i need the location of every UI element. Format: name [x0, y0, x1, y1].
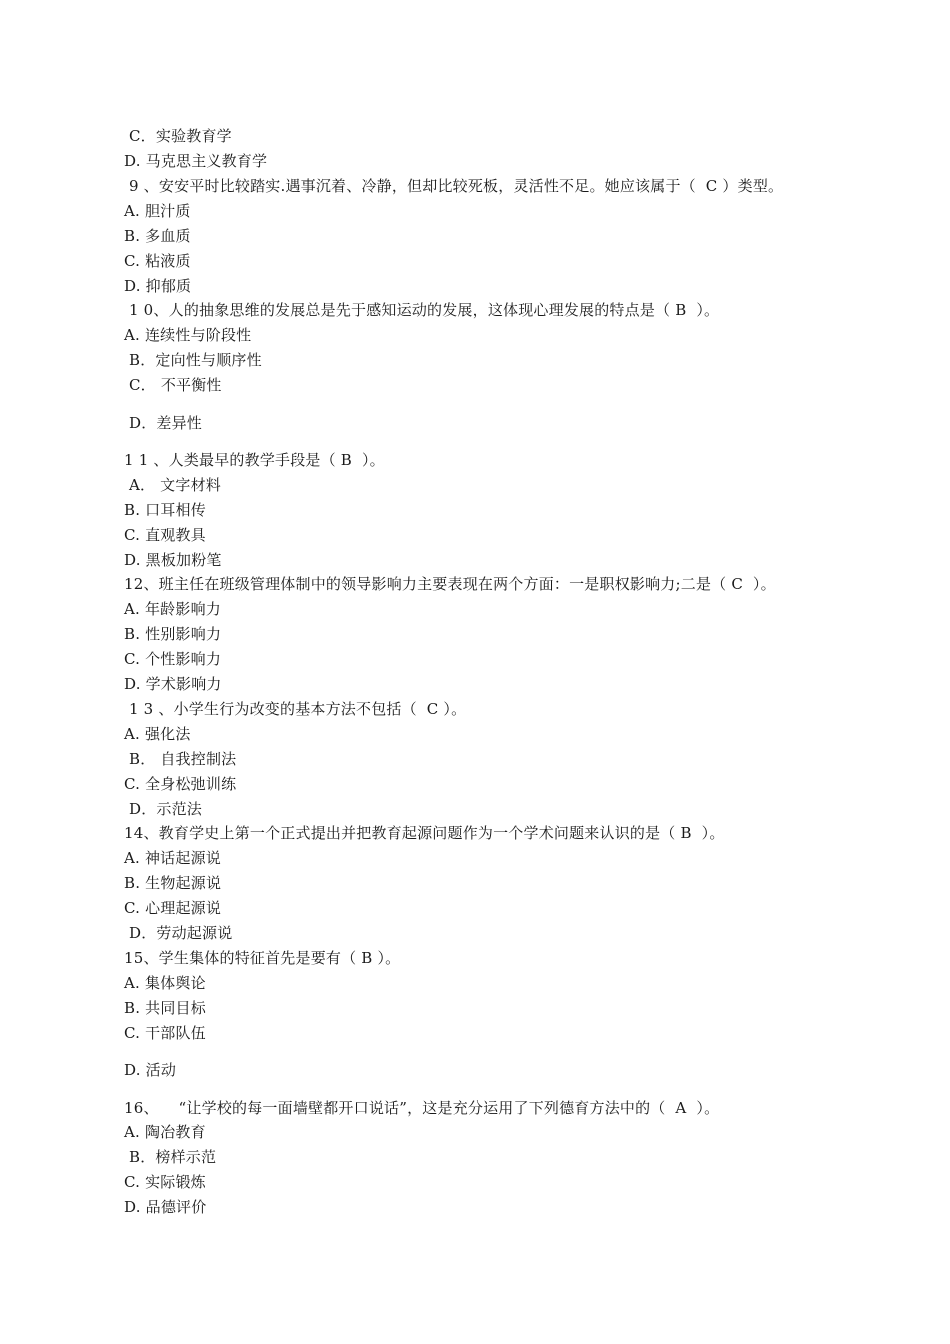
option-line: A. 陶冶教育: [124, 1123, 206, 1141]
option-line: C. 全身松弛训练: [124, 775, 237, 793]
option-line: D．示范法: [124, 800, 202, 818]
question-line: 16、 “让学校的每一面墙壁都开口说话”，这是充分运用了下列德育方法中的（ A ）。: [124, 1099, 720, 1117]
option-line: C. 实际锻炼: [124, 1173, 206, 1191]
option-line: D．劳动起源说: [124, 924, 233, 942]
option-line: C. 心理起源说: [124, 899, 222, 917]
option-line: D. 黑板加粉笔: [124, 551, 222, 569]
option-line: A． 文字材料: [124, 476, 221, 494]
option-line: B. 生物起源说: [124, 874, 222, 892]
question-line: 1 1 、人类最早的教学手段是（ B ）。: [124, 451, 385, 469]
option-line: A. 胆汁质: [124, 202, 191, 220]
option-line: D. 抑郁质: [124, 277, 192, 295]
question-line: 9 、安安平时比较踏实.遇事沉着、冷静，但却比较死板，灵活性不足。她应该属于（ C ）类型。: [124, 177, 784, 195]
option-line: C. 粘液质: [124, 252, 191, 270]
question-line: 1 3 、小学生行为改变的基本方法不包括（ C ）。: [124, 700, 467, 718]
option-line: B. 多血质: [124, 227, 191, 245]
option-line: D. 活动: [124, 1061, 177, 1079]
option-line: C. 干部队伍: [124, 1024, 206, 1042]
question-line: 1 0、人的抽象思维的发展总是先于感知运动的发展，这体现心理发展的特点是（ B ）。: [124, 301, 720, 319]
option-line: B．榜样示范: [124, 1148, 217, 1166]
option-line: D. 品德评价: [124, 1198, 207, 1216]
option-line: B．定向性与顺序性: [124, 351, 262, 369]
option-line: C. 个性影响力: [124, 650, 222, 668]
option-line: B. 性别影响力: [124, 625, 222, 643]
option-line: A. 集体舆论: [124, 974, 206, 992]
option-line: C. 直观教具: [124, 526, 206, 544]
option-line: D. 马克思主义教育学: [124, 152, 268, 170]
option-line: D．差异性: [124, 414, 202, 432]
option-line: B. 口耳相传: [124, 501, 206, 519]
question-line: 12、班主任在班级管理体制中的领导影响力主要表现在两个方面：一是职权影响力;二是（ C ）。: [124, 575, 776, 593]
option-line: A. 连续性与阶段性: [124, 326, 252, 344]
option-line: B. 共同目标: [124, 999, 206, 1017]
option-line: D. 学术影响力: [124, 675, 222, 693]
option-line: A. 年龄影响力: [124, 600, 221, 618]
option-line: C．实验教育学: [124, 127, 232, 145]
question-line: 14、教育学史上第一个正式提出并把教育起源问题作为一个学术问题来认识的是（ B ）。: [124, 824, 725, 842]
option-line: C． 不平衡性: [124, 376, 222, 394]
option-line: B． 自我控制法: [124, 750, 237, 768]
option-line: A. 强化法: [124, 725, 191, 743]
option-line: A. 神话起源说: [124, 849, 221, 867]
question-line: 15、学生集体的特征首先是要有（ B ）。: [124, 949, 401, 967]
